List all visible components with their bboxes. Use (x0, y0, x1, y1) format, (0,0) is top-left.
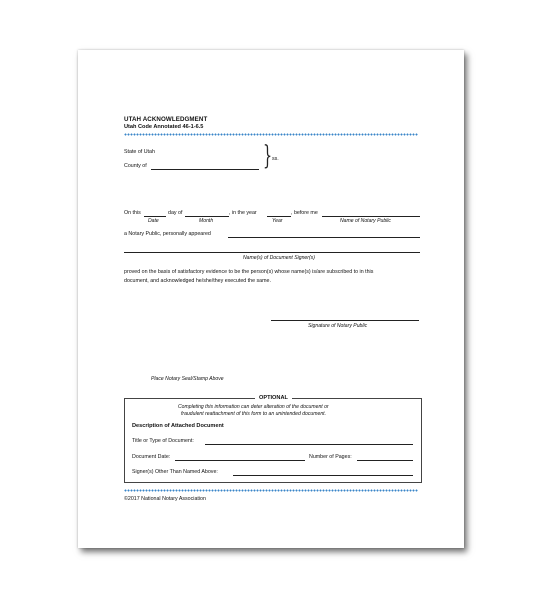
acknowledgment-form-page (78, 50, 464, 548)
before-me-label: , before me (291, 210, 318, 216)
month-field-line (185, 216, 229, 217)
number-of-pages-label: Number of Pages: (309, 454, 352, 460)
caption-year: Year (272, 218, 283, 224)
caption-signers: Name(s) of Document Signer(s) (243, 255, 315, 261)
document-date-field-line (175, 460, 305, 461)
form-code: Utah Code Annotated 46-1-6.5 (124, 124, 204, 130)
caption-signature: Signature of Notary Public (308, 323, 368, 329)
top-dotted-rule (124, 133, 418, 136)
seal-placeholder-label: Place Notary Seal/Stamp Above (151, 376, 224, 382)
form-title: UTAH ACKNOWLEDGMENT (124, 116, 208, 123)
on-this-label: On this (124, 210, 141, 216)
notary-name-field-line (322, 216, 420, 217)
copyright-text: ©2017 National Notary Association (124, 496, 206, 502)
state-label: State of Utah (124, 149, 155, 155)
document-date-label: Document Date: (132, 454, 171, 460)
number-of-pages-field-line (357, 460, 413, 461)
caption-date: Date (148, 218, 159, 224)
caption-notary-name: Name of Notary Public (340, 218, 391, 224)
optional-label: OPTIONAL (255, 395, 292, 401)
caption-month: Month (199, 218, 214, 224)
title-label: Title or Type of Document: (132, 438, 194, 444)
ss-label: ss. (272, 156, 279, 162)
attached-document-heading: Description of Attached Document (132, 423, 224, 429)
year-field-line (267, 216, 291, 217)
appeared-label: a Notary Public, personally appeared (124, 231, 211, 237)
county-field-line (151, 169, 259, 170)
county-label: County of (124, 163, 147, 169)
notary-signature-line (271, 320, 419, 321)
optional-note-line-1: Completing this information can deter alteration of the document or (178, 404, 329, 410)
optional-note-line-2: fraudulent reattachment of this form to an unintended document. (181, 411, 326, 417)
other-signers-field-line (233, 475, 413, 476)
optional-section (124, 395, 422, 483)
signers-field-line-1 (228, 237, 420, 238)
day-of-label: day of (168, 210, 183, 216)
other-signers-label: Signer(s) Other Than Named Above: (132, 469, 218, 475)
title-field-line (205, 444, 413, 445)
proved-text-line-2: document, and acknowledged he/she/they executed the same. (124, 278, 271, 284)
proved-text-line-1: proved on the basis of satisfactory evidence to be the person(s) whose name(s) is/are subscribed to in this (124, 269, 374, 275)
brace-symbol: } (263, 141, 273, 171)
signers-field-line-2 (124, 252, 420, 253)
date-field-line (144, 216, 166, 217)
bottom-dotted-rule (124, 489, 418, 492)
in-the-year-label: , in the year (229, 210, 257, 216)
